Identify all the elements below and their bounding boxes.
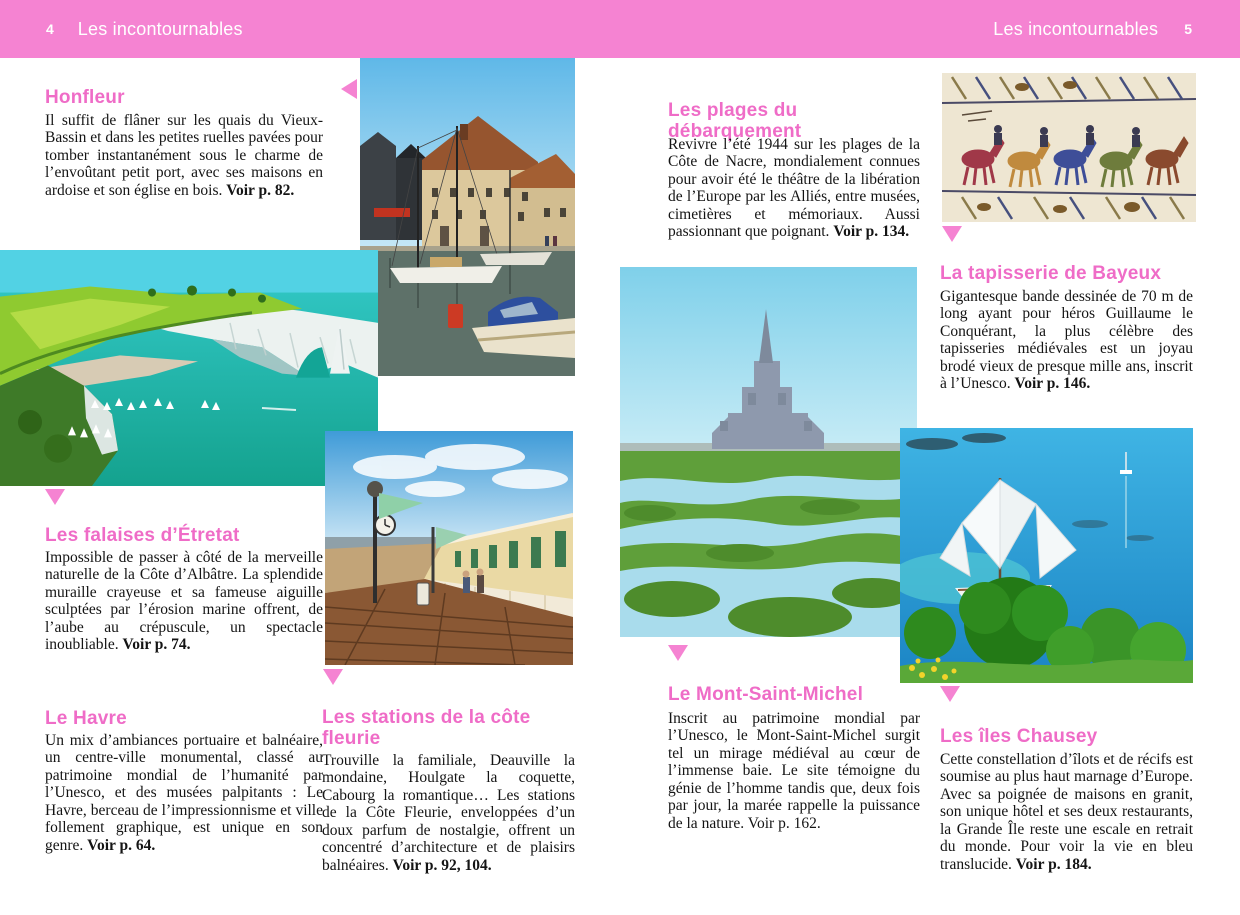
- see-page-reference: Voir p. 64.: [87, 837, 156, 855]
- section-title-stations-cote-fleurie: Les stations de la côte fleurie: [322, 706, 531, 749]
- arrow-down-icon: [323, 669, 343, 685]
- section-title-falaises-etretat: Les falaises d’Étretat: [45, 524, 240, 546]
- body-text: Trouville la familiale, Deauville la mondaine, Houlgate la coquette, Cabourg la romantique… Les stations de la Côte Fleurie, enveloppées d’un doux parfum de nostalgie, offrent un concentré d’architecture et de plaisirs balnéaires.: [322, 751, 575, 875]
- header-left: [46, 0, 243, 58]
- see-page-reference: Voir p. 146.: [1014, 375, 1091, 393]
- arrow-down-icon: [45, 489, 65, 505]
- see-page-reference: Voir p. 184.: [1015, 856, 1092, 874]
- mont-saint-michel-photo: [620, 267, 917, 637]
- body-text: Un mix d’ambiances portuaire et balnéaire, un centre-ville monumental, classé au patrimoine mondial de l’humanité par l’Unesco, et des musées palpitants : Le Havre, berceau de l’impressionnisme et ville follement graphique, est unique en son genre.: [45, 731, 323, 855]
- body-text: Cette constellation d’îlots et de récifs est soumise au plus haut marnage d’Europe. Avec sa poignée de maisons en granit, son unique hôtel et ses deux restaurants, la Grande Île reste une escale en retrait du monde. Pour voir la vie en bleu translucide.: [940, 750, 1193, 874]
- arrow-down-icon: [940, 686, 960, 702]
- section-title-le-havre: Le Havre: [45, 707, 127, 729]
- header-right: [993, 0, 1192, 58]
- body-text: Il suffit de flâner sur les quais du Vieux-Bassin et dans les petites ruelles pavées pour tomber instantanément sous le charme de l’envoûtant petit port, avec ses maisons en ardoise et son église en bois.: [45, 111, 323, 199]
- chausey-sailboat-photo: [900, 428, 1193, 683]
- see-page-reference: Voir p. 82.: [226, 181, 295, 199]
- section-body-tapisserie-bayeux: [940, 288, 1193, 394]
- section-title-iles-chausey: Les îles Chausey: [940, 725, 1098, 747]
- section-title-honfleur: Honfleur: [45, 86, 125, 108]
- body-text: Revivre l’été 1944 sur les plages de la Côte de Nacre, mondialement connues pour avoir été le théâtre de la libération de l’Europe par les Alliés, entre musées, cimetières et mémoriaux. Aussi passionnant que poignant.: [668, 135, 920, 241]
- section-body-iles-chausey: [940, 751, 1193, 874]
- section-body-falaises-etretat: [45, 549, 323, 655]
- arrow-down-icon: [942, 226, 962, 242]
- body-text: Gigantesque bande dessinée de 70 m de long ayant pour héros Guillaume le Conquérant, la plus célèbre des tapisseries médiévales est un joyau brodé vieux de presque mille ans, inscrit à l’Unesco.: [940, 287, 1193, 393]
- section-title-mont-saint-michel: Le Mont-Saint-Michel: [668, 683, 864, 705]
- left-page-number: 4: [46, 21, 54, 37]
- section-body-honfleur: [45, 112, 323, 200]
- body-text: Impossible de passer à côté de la merveille naturelle de la Côte d’Albâtre. La splendide muraille crayeuse et sa fameuse aiguille sculptées par l’érosion marine offrent, de l’aube au crépuscule, un spectacle inoubliable.: [45, 548, 323, 654]
- section-body-le-havre: [45, 732, 323, 855]
- see-page-reference: Voir p. 74.: [122, 636, 191, 654]
- page-header-bar: [0, 0, 1240, 58]
- honfleur-harbor-photo: [360, 58, 575, 376]
- see-page-reference: Voir p. 134.: [833, 223, 910, 241]
- see-page-reference: Voir p. 92, 104.: [392, 857, 492, 875]
- section-body-plages-debarquement: [668, 136, 920, 242]
- etretat-cliffs-photo: [0, 250, 378, 486]
- body-text: Inscrit au patrimoine mondial par l’Unesco, le Mont-Saint-Michel surgit tel un mirage médiéval au cœur de l’immense baie. Le site témoigne du génie de l’homme tandis que, deux fois par jour, la marée rappelle la puissance de la nature.: [668, 709, 920, 833]
- right-page-number: 5: [1184, 21, 1192, 37]
- section-body-stations-cote-fleurie: [322, 752, 575, 875]
- see-page-reference: Voir p. 162.: [747, 815, 821, 833]
- arrow-left-icon: [341, 79, 357, 99]
- arrow-down-icon: [668, 645, 688, 661]
- section-body-mont-saint-michel: [668, 710, 920, 833]
- bayeux-tapestry-photo: [942, 73, 1196, 222]
- section-title-tapisserie-bayeux: La tapisserie de Bayeux: [940, 262, 1162, 284]
- right-running-title: Les incontournables: [993, 18, 1159, 39]
- left-running-title: Les incontournables: [77, 18, 243, 39]
- section-title-plages-debarquement: Les plages du débarquement: [668, 99, 802, 142]
- boardwalk-beach-huts-photo: [325, 431, 573, 665]
